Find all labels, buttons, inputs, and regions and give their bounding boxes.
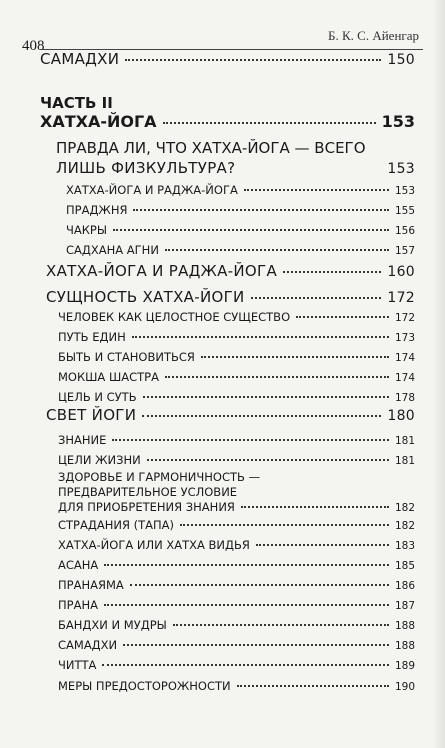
page-gutter-shadow: [433, 0, 445, 748]
dot-leader: [102, 664, 389, 666]
toc-entry-page: 183: [394, 540, 415, 552]
toc-subentry: [58, 433, 415, 447]
toc-entry-page: 155: [394, 205, 415, 217]
toc-entry-title-line: ЛИШЬ ФИЗКУЛЬТУРА?: [56, 159, 236, 177]
dot-leader: [130, 584, 389, 586]
dot-leader: [104, 564, 389, 566]
dot-leader: [201, 356, 389, 358]
toc-subentry: [58, 538, 415, 552]
toc-entry-title: ХАТХА-ЙОГА ИЛИ ХАТХА ВИДЬЯ: [58, 538, 250, 552]
toc-subentry: [58, 350, 415, 364]
toc-subentry: [58, 638, 415, 652]
dot-leader: [244, 189, 389, 191]
toc-entry-title: ХАТХА-ЙОГА: [40, 112, 157, 131]
toc-entry-page: 186: [394, 580, 415, 592]
dot-leader: [147, 459, 389, 461]
toc-entry-title: САДХАНА АГНИ: [66, 243, 159, 257]
toc-subentry: [58, 518, 415, 532]
dot-leader: [133, 209, 388, 211]
dot-leader: [163, 122, 376, 124]
toc-subentry: [58, 679, 415, 693]
toc-entry-title: ПУТЬ ЕДИН: [58, 330, 126, 344]
toc-entry-title: ЧИТТА: [58, 658, 97, 672]
toc-entry-page: 174: [394, 372, 415, 384]
dot-leader: [237, 685, 389, 687]
toc-subentry: [58, 658, 415, 672]
part-heading: ЧАСТЬ II: [40, 94, 113, 112]
toc-entry-page: 181: [394, 435, 415, 447]
toc-subentry: [58, 618, 415, 632]
toc-entry-title: ЧЕЛОВЕК КАК ЦЕЛОСТНОЕ СУЩЕСТВО: [58, 310, 291, 324]
toc-entry-title: ХАТХА-ЙОГА И РАДЖА-ЙОГА: [66, 183, 238, 197]
toc-entry-title: ЦЕЛЬ И СУТЬ: [58, 390, 137, 404]
toc-entry-title: САМАДХИ: [40, 50, 120, 68]
page-number: 408: [22, 38, 45, 54]
toc-entry-page: 150: [387, 52, 415, 68]
toc-subentry: [58, 598, 415, 612]
toc-entry-page: 189: [394, 660, 415, 672]
toc-entry-title: СТРАДАНИЯ (ТАПА): [58, 518, 174, 532]
toc-entry-page: 156: [394, 225, 415, 237]
toc-subentry: [66, 203, 415, 217]
toc-subentry: [58, 330, 415, 344]
running-head-author: Б. К. С. Айенгар: [328, 28, 419, 43]
toc-entry: [46, 288, 415, 306]
dot-leader: [132, 336, 389, 338]
toc-entry-page: 180: [387, 408, 415, 424]
toc-subentry: [66, 183, 415, 197]
toc-entry-multiline: [58, 470, 415, 516]
toc-entry-page: 153: [387, 161, 415, 177]
toc-entry-page: 172: [387, 290, 415, 306]
toc-entry-page: 160: [387, 264, 415, 280]
dot-leader: [283, 271, 381, 273]
toc-entry-title: БЫТЬ И СТАНОВИТЬСЯ: [58, 350, 195, 364]
toc-entry-title-line: ПРАВДА ЛИ, ЧТО ХАТХА-ЙОГА — ВСЕГО: [56, 139, 366, 157]
dot-leader: [123, 644, 389, 646]
toc-entry-title: ПРАНА: [58, 598, 98, 612]
dot-leader: [165, 376, 389, 378]
toc-entry-page: 182: [394, 520, 415, 532]
toc-subentry: [58, 370, 415, 384]
toc-entry: [40, 50, 415, 68]
toc-subentry: [58, 310, 415, 324]
toc-entry-title: ЦЕЛИ ЖИЗНИ: [58, 453, 141, 467]
toc-subentry: [58, 390, 415, 404]
toc-subentry: [58, 453, 415, 467]
toc-entry-title: ПРАДЖНЯ: [66, 203, 128, 217]
toc-entry-title-line: ДЛЯ ПРИОБРЕТЕНИЯ ЗНАНИЯ: [58, 500, 235, 514]
toc-entry-page: 172: [394, 312, 415, 324]
toc-entry-title: СВЕТ ЙОГИ: [46, 406, 137, 424]
toc-subentry: [58, 558, 415, 572]
toc-entry-page: 187: [394, 600, 415, 612]
toc-entry-page: 188: [394, 640, 415, 652]
toc-subentry: [58, 578, 415, 592]
toc-entry-title-line: ЗДОРОВЬЕ И ГАРМОНИЧНОСТЬ —: [58, 470, 261, 484]
dot-leader: [112, 439, 389, 441]
toc-entry-title: МОКША ШАСТРА: [58, 370, 159, 384]
toc-entry-page: 190: [394, 681, 415, 693]
dot-leader: [251, 297, 382, 299]
dot-leader: [142, 415, 381, 417]
toc-entry-title: САМАДХИ: [58, 638, 118, 652]
toc-entry-page: 185: [394, 560, 415, 572]
toc-entry-title-line: ПРЕДВАРИТЕЛЬНОЕ УСЛОВИЕ: [58, 485, 238, 499]
dot-leader: [241, 506, 389, 508]
toc-entry-title: ХАТХА-ЙОГА И РАДЖА-ЙОГА: [46, 262, 278, 280]
toc-entry-title: АСАНА: [58, 558, 99, 572]
toc-part-entry: [40, 112, 415, 131]
toc-entry-title: МЕРЫ ПРЕДОСТОРОЖНОСТИ: [58, 679, 231, 693]
toc-entry: [46, 262, 415, 280]
toc-entry-page: 153: [394, 185, 415, 197]
dot-leader: [125, 59, 381, 61]
dot-leader: [296, 316, 389, 318]
toc-entry-page: 181: [394, 455, 415, 467]
toc-entry-title: ЗНАНИЕ: [58, 433, 107, 447]
toc-entry-title: ЧАКРЫ: [66, 223, 107, 237]
dot-leader: [143, 396, 389, 398]
toc-entry-title: ПРАНАЯМА: [58, 578, 124, 592]
toc-entry-multiline: [56, 138, 415, 179]
toc-entry: [58, 500, 415, 516]
toc-entry-page: 173: [394, 332, 415, 344]
toc-entry-page: 174: [394, 352, 415, 364]
toc-subentry: [66, 223, 415, 237]
dot-leader: [173, 624, 389, 626]
toc-entry-page: 153: [381, 112, 415, 131]
toc-entry-page: 178: [394, 392, 415, 404]
toc-entry-page: 188: [394, 620, 415, 632]
dot-leader: [180, 524, 389, 526]
toc-entry: [46, 406, 415, 424]
dot-leader: [104, 604, 389, 606]
dot-leader: [165, 249, 389, 251]
dot-leader: [256, 544, 389, 546]
toc-entry-title: СУЩНОСТЬ ХАТХА-ЙОГИ: [46, 288, 245, 306]
toc-entry-page: 182: [394, 502, 415, 514]
toc-entry: [56, 158, 415, 179]
toc-entry-title: БАНДХИ И МУДРЫ: [58, 618, 167, 632]
toc-subentry: [66, 243, 415, 257]
toc-entry-page: 157: [394, 245, 415, 257]
dot-leader: [113, 229, 389, 231]
